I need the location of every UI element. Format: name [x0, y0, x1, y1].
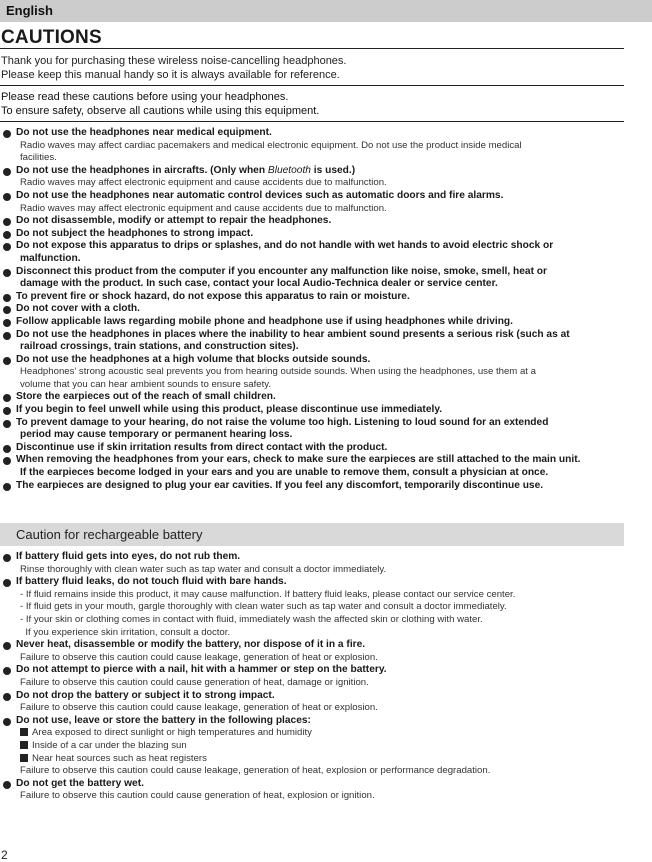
caution-heading: Discontinue use if skin irritation results from direct contact with the product. [16, 441, 388, 453]
bullet-icon [3, 269, 11, 277]
caution-heading: If the earpieces become lodged in your ears and you are unable to remove them, consult a physician at once. [20, 467, 549, 479]
caution-description: volume that you can hear ambient sounds to ensure safety. [20, 378, 272, 390]
intro-rule [0, 85, 624, 86]
caution-heading: Do not attempt to pierce with a nail, hit with a hammer or step on the battery. [16, 664, 387, 676]
page-title: CAUTIONS [1, 27, 102, 48]
caution-item [0, 480, 648, 493]
place-item [16, 753, 648, 766]
caution-heading: If battery fluid leaks, do not touch fluid with bare hands. [16, 576, 287, 588]
caution-description: facilities. [20, 152, 57, 164]
language-bar [0, 0, 652, 22]
bullet-icon [3, 642, 11, 650]
caution-item [0, 417, 648, 442]
caution-item [0, 190, 648, 215]
bullet-icon [3, 483, 11, 491]
caution-subpoint: If you experience skin irritation, consult a doctor. [20, 626, 231, 638]
caution-item [0, 329, 648, 354]
bullet-icon [3, 407, 11, 415]
caution-description: Failure to observe this caution could cause generation of heat, damage or ignition. [20, 676, 369, 688]
bullet-icon [3, 193, 11, 201]
caution-item [0, 404, 648, 417]
bullet-icon [3, 357, 11, 365]
caution-item [0, 664, 648, 689]
caution-subpoint: - If fluid remains inside this product, it may cause malfunction. If battery fluid leaks, please contact our service center. [20, 588, 516, 600]
caution-subpoint: - If your skin or clothing comes in contact with fluid, immediately wash the affected skin or clothing with water. [20, 613, 483, 625]
bullet-icon [3, 168, 11, 176]
bullet-icon [3, 554, 11, 562]
title-rule [0, 48, 624, 49]
caution-item [0, 127, 648, 165]
bullet-icon [3, 130, 11, 138]
caution-description: Failure to observe this caution could cause leakage, generation of heat or explosion. [20, 702, 378, 714]
caution-heading: To prevent damage to your hearing, do not raise the volume too high. Listening to loud sound for an extended [16, 416, 549, 428]
caution-description: Radio waves may affect electronic equipment and cause accidents due to malfunction. [20, 202, 387, 214]
caution-item [0, 576, 648, 639]
caution-description: Failure to observe this caution could cause leakage, generation of heat, explosion or performance degradation. [20, 765, 491, 777]
caution-item [0, 215, 648, 228]
caution-subpoint: - If fluid gets in your mouth, gargle thoroughly with clean water such as tap water and consult a doctor immediately. [20, 601, 507, 613]
caution-heading: Follow applicable laws regarding mobile phone and headphone use if using headphones while driving. [16, 315, 513, 327]
caution-heading: Store the earpieces out of the reach of small children. [16, 391, 276, 403]
bullet-icon [3, 693, 11, 701]
caution-description: Failure to observe this caution could cause generation of heat, explosion or ignition. [20, 790, 375, 802]
bullet-icon [3, 579, 11, 587]
notice-line-2: To ensure safety, observe all cautions while using this equipment. [1, 105, 320, 117]
bullet-icon [3, 306, 11, 314]
battery-section-title: Caution for rechargeable battery [16, 527, 203, 542]
caution-description: Radio waves may affect electronic equipment and cause accidents due to malfunction. [20, 177, 387, 189]
caution-description: Headphones' strong acoustic seal prevents you from hearing outside sounds. When using the headphones, use them at a [20, 366, 536, 378]
caution-item [0, 354, 648, 392]
place-item [16, 727, 648, 740]
caution-heading: Do not use the headphones near medical equipment. [16, 127, 272, 138]
intro-line-1: Thank you for purchasing these wireless noise-cancelling headphones. [1, 55, 347, 67]
caution-heading: malfunction. [20, 252, 81, 264]
bullet-icon [3, 332, 11, 340]
bullet-icon [3, 718, 11, 726]
caution-heading: Disconnect this product from the computer if you encounter any malfunction like noise, smoke, smell, heat or [16, 265, 547, 277]
caution-heading: To prevent fire or shock hazard, do not expose this apparatus to rain or moisture. [16, 290, 410, 302]
caution-heading: Do not subject the headphones to strong impact. [16, 227, 254, 239]
cautions-list [0, 127, 648, 492]
caution-description: Rinse thoroughly with clean water such as tap water and consult a doctor immediately. [20, 563, 387, 575]
caution-item [0, 639, 648, 664]
caution-item [0, 778, 648, 803]
intro-line-2: Please keep this manual handy so it is always available for reference. [1, 69, 340, 81]
caution-heading: If battery fluid gets into eyes, do not rub them. [16, 551, 241, 562]
caution-heading: Do not cover with a cloth. [16, 303, 140, 315]
caution-item [0, 551, 648, 576]
notice-rule [0, 121, 624, 122]
caution-item [0, 291, 648, 304]
place-text: Area exposed to direct sunlight or high temperatures and humidity [32, 727, 312, 739]
caution-item [0, 715, 648, 778]
caution-heading: When removing the headphones from your ears, check to make sure the earpieces are still attached to the main unit. [16, 454, 581, 466]
caution-heading: Do not use the headphones in aircrafts. (Only when Bluetooth is used.) [16, 164, 356, 176]
caution-heading: period may cause temporary or permanent hearing loss. [20, 429, 293, 441]
bullet-icon [3, 218, 11, 226]
square-bullet-icon [20, 741, 28, 749]
caution-item [0, 228, 648, 241]
place-text: Inside of a car under the blazing sun [32, 739, 187, 751]
place-item [16, 740, 648, 753]
caution-description: Failure to observe this caution could cause leakage, generation of heat or explosion. [20, 651, 378, 663]
square-bullet-icon [20, 754, 28, 762]
caution-heading: The earpieces are designed to plug your ear cavities. If you feel any discomfort, temporarily discontinue use. [16, 479, 544, 491]
caution-item [0, 442, 648, 455]
language-label: English [6, 3, 53, 18]
bullet-icon [3, 420, 11, 428]
battery-section-header [0, 523, 624, 546]
caution-item [0, 454, 648, 479]
caution-heading: Do not disassemble, modify or attempt to repair the headphones. [16, 215, 332, 227]
caution-item [0, 316, 648, 329]
caution-item [0, 240, 648, 265]
caution-heading: If you begin to feel unwell while using this product, please discontinue use immediately. [16, 404, 443, 416]
caution-item [0, 690, 648, 715]
caution-heading: Do not get the battery wet. [16, 777, 144, 789]
caution-heading: Do not use the headphones in places where the inability to hear ambient sound presents a serious risk (such as at [16, 328, 570, 340]
caution-heading: Do not use the headphones near automatic control devices such as automatic doors and fire alarms. [16, 189, 504, 201]
caution-heading: damage with the product. In such case, contact your local Audio-Technica dealer or service center. [20, 278, 498, 290]
caution-item [0, 303, 648, 316]
bullet-icon [3, 457, 11, 465]
bullet-icon [3, 243, 11, 251]
place-text: Near heat sources such as heat registers [32, 752, 207, 764]
caution-heading: Do not expose this apparatus to drips or splashes, and do not handle with wet hands to avoid electric shock or [16, 240, 554, 252]
bullet-icon [3, 294, 11, 302]
caution-heading: Do not use the headphones at a high volume that blocks outside sounds. [16, 353, 371, 365]
bullet-icon [3, 445, 11, 453]
caution-item [0, 266, 648, 291]
caution-heading: Do not use, leave or store the battery in the following places: [16, 714, 311, 726]
battery-cautions-list [0, 551, 648, 803]
caution-heading: Never heat, disassemble or modify the battery, nor dispose of it in a fire. [16, 639, 366, 651]
bullet-icon [3, 231, 11, 239]
bullet-icon [3, 667, 11, 675]
bullet-icon [3, 781, 11, 789]
caution-item [0, 165, 648, 190]
notice-line-1: Please read these cautions before using your headphones. [1, 91, 289, 103]
caution-heading: railroad crossings, train stations, and construction sites). [20, 341, 299, 353]
bullet-icon [3, 319, 11, 327]
caution-heading: Do not drop the battery or subject it to strong impact. [16, 689, 275, 701]
square-bullet-icon [20, 728, 28, 736]
page-number: 2 [1, 848, 8, 862]
caution-item [0, 391, 648, 404]
bullet-icon [3, 394, 11, 402]
caution-description: Radio waves may affect cardiac pacemakers and medical electronic equipment. Do not use the product inside medical [20, 139, 522, 151]
